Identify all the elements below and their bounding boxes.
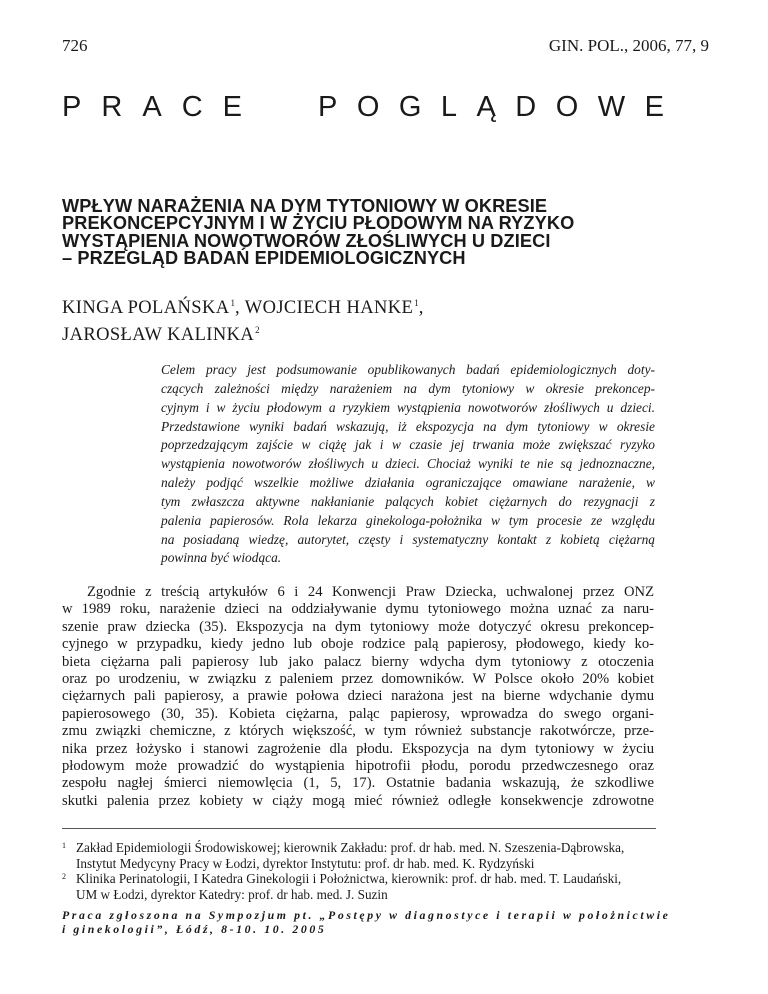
affiliation-mark: 2 xyxy=(255,325,260,335)
footnote-line: Instytut Medycyny Pracy w Łodzi, dyrektor Instytutu: prof. dr hab. med. K. Rydzyński xyxy=(76,855,535,871)
article-title xyxy=(62,198,662,268)
abstract-line: Celem pracy jest podsumowanie opublikowanych badań epidemiologicznych doty- xyxy=(161,362,655,377)
footnote-line: Klinika Perinatologii, I Katedra Ginekologii i Położnictwa, kierownik: prof. dr hab. med. T. Laudański, xyxy=(76,871,622,887)
title-line: – PRZEGLĄD BADAŃ EPIDEMIOLOGICZNYCH xyxy=(62,248,466,269)
title-line: WYSTĄPIENIA NOWOTWORÓW ZŁOŚLIWYCH U DZIECI xyxy=(62,230,551,251)
body-line: w 1989 roku, narażenie dzieci na oddziaływanie dymu tytoniowego można uznać za naru- xyxy=(62,601,654,618)
heading-letter: R xyxy=(101,91,123,123)
body-text xyxy=(62,584,654,810)
authors-line xyxy=(62,319,424,346)
authors xyxy=(62,292,424,346)
heading-letter: D xyxy=(515,91,537,123)
affiliation-mark: 1 xyxy=(230,298,235,308)
abstract-line: cyjnym i w życiu płodowym a ryzykiem wystąpienia nowotworów złośliwych u dzieci. xyxy=(161,399,655,415)
body-line: zmu związki chemiczne, z których większość, w tym również substancje rakotwórcze, prze- xyxy=(62,723,654,740)
heading-letter: G xyxy=(398,91,422,123)
body-line: cyjnego w przypadku, kiedy jedno lub oboje rodzice palą papierosy, płodowego, kiedy ko- xyxy=(62,636,654,653)
footnotes xyxy=(62,840,656,902)
heading-letter: A xyxy=(142,91,162,123)
footnote xyxy=(62,871,656,902)
heading-letter: E xyxy=(222,91,242,123)
symposium-line: i ginekologii”, Łódź, 8-10. 10. 2005 xyxy=(62,922,327,936)
author-separator: , xyxy=(418,298,424,318)
body-line: bieta ciężarna pali papierosy lub jako palacz bierny wdycha dym tytoniowy z otoczenia xyxy=(62,653,654,670)
footnote-line: UM w Łodzi, dyrektor Katedry: prof. dr hab. med. J. Suzin xyxy=(76,886,388,902)
abstract xyxy=(161,361,655,568)
footnote-mark: 2 xyxy=(62,872,66,882)
body-line: skutki palenia przez kobiety w ciąży mogą mieć również odległe konsekwencje zdrowotne xyxy=(62,792,654,809)
symposium-note xyxy=(62,908,671,936)
body-line: papierosowego (30, 35). Kobieta ciężarna, paląc papierosy, wprowadza do swego organi- xyxy=(62,705,654,722)
abstract-line: należy podjąć wszelkie możliwe działania ograniczające omawiane narażenie, w xyxy=(161,475,655,491)
heading-letter: W xyxy=(597,91,626,123)
abstract-line: Przedstawione wyniki badań wskazują, iż ekspozycja na dym tytoniowy w okresie xyxy=(161,418,655,434)
abstract-line: poprzedzającym zajście w ciążę jak i w czasie jej trwania może zwiększać ryzyko xyxy=(161,437,655,453)
heading-letter: O xyxy=(555,91,579,123)
body-line: Zgodnie z treścią artykułów 6 i 24 Konwencji Praw Dziecka, uchwalonej przez ONZ xyxy=(87,584,654,600)
title-line: WPŁYW NARAŻENIA NA DYM TYTONIOWY W OKRESIE xyxy=(62,196,548,216)
abstract-line: wystąpienia nowotworów złośliwych u dzieci. Chociaż wyniki te nie są jednoznaczne, xyxy=(161,456,655,472)
author-name: JAROSŁAW KALINKA xyxy=(62,325,255,345)
abstract-line: na posiadaną wiedzę, autorytet, częsty i systematyczny kontakt z kobietą ciężarną xyxy=(161,531,655,547)
footnote xyxy=(62,840,656,871)
footnote-divider xyxy=(62,828,656,829)
abstract-line: czących zależności między narażeniem na dym tytoniowy w okresie prekoncep- xyxy=(161,380,655,396)
title-line: PREKONCEPCYJNYM I W ŻYCIU PŁODOWYM NA RYZYKO xyxy=(62,213,575,234)
journal-reference: GIN. POL., 2006, 77, 9 xyxy=(548,36,709,55)
body-line: zespołu nagłej śmierci niemowlęcia (1, 5, 17). Ostatnie badania wskazują, że szkodliwe xyxy=(62,775,654,792)
abstract-line: tym zwłaszcza aktywne nakłanianie palących kobiet ciężarnych do rezygnacji z xyxy=(161,493,655,509)
heading-letter: E xyxy=(644,91,664,123)
heading-letter: O xyxy=(356,91,380,123)
footnote-mark: 1 xyxy=(62,841,66,850)
body-line: płodowym może prowadzić do wystąpienia hipotrofii płodu, porodu przedwczesnego oraz xyxy=(62,758,654,775)
body-line: nika przez łożysko i stanowi zagrożenie dla płodu. Ekspozycja na dym tytoniowy w życiu xyxy=(62,740,654,757)
section-heading xyxy=(62,91,664,124)
abstract-line: powinna być wiodąca. xyxy=(161,550,282,566)
heading-letter: C xyxy=(181,91,203,123)
page-number: 726 xyxy=(62,36,88,55)
heading-letter: P xyxy=(62,91,82,123)
symposium-line: Praca zgłoszona na Sympozjum pt. „Postępy w diagnostyce i terapii w położnictwie xyxy=(62,908,671,922)
section-heading-word-pogladowe xyxy=(318,91,664,124)
body-line: szenie praw dziecka (35). Ekspozycja na dym tytoniowy może dotyczyć okresu prekoncep- xyxy=(62,618,654,635)
heading-letter: L xyxy=(440,91,458,123)
author-name: WOJCIECH HANKE xyxy=(244,298,414,318)
body-line: oraz po urodzeniu, w związku z paleniem przez domowników. W Polsce około 20% kobiet xyxy=(62,671,654,688)
heading-letter: Ą xyxy=(476,91,496,123)
section-heading-word-prace xyxy=(62,91,242,124)
heading-letter: P xyxy=(318,91,338,123)
author-name: KINGA POLAŃSKA xyxy=(62,298,230,318)
footnote-line: Zakład Epidemiologii Środowiskowej; kierownik Zakładu: prof. dr hab. med. N. Szeszenia-Dąbrowska, xyxy=(76,840,625,855)
affiliation-mark: 1 xyxy=(414,298,419,308)
abstract-line: palenia papierosów. Rola lekarza ginekologa-położnika w tym procesie ze względu xyxy=(161,512,655,528)
authors-line xyxy=(62,292,424,319)
author-separator: , xyxy=(234,298,245,318)
body-line: ciężarnych pali papierosy, a prawie połowa dzieci narażona jest na bierne wdychanie dymu xyxy=(62,688,654,705)
